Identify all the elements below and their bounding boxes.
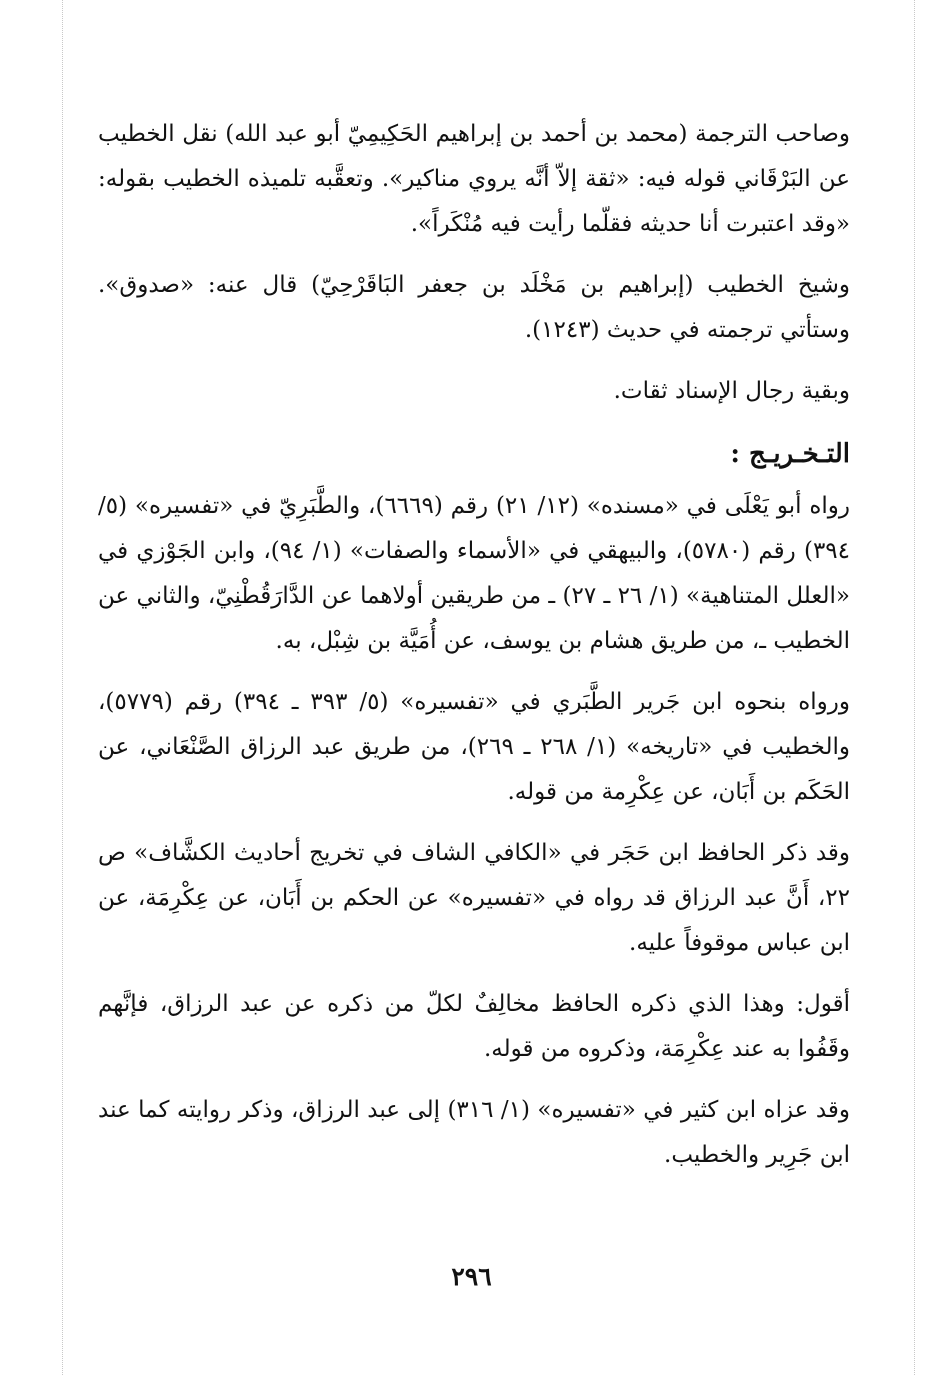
scan-edge-line-right <box>914 0 915 1375</box>
takhrij-heading: التـخـريـج : <box>730 439 850 469</box>
takhrij-paragraph-1: رواه أبو يَعْلَى في «مسنده» (١٢/ ٢١) رقم (٦٦٦٩)، والطَّبَرِيّ في «تفسيره» (٥/ ٣٩٤) رقم (٥٧٨٠)، والبيهقي في «الأسماء والصفات» (١/ ٩٤)، وابن الجَوْزي في «العلل المتناهية» (١/ ٢٦ ـ ٢٧) ـ من طريقين أولاهما عن الدَّارَقُطْنِيّ، والثاني عن الخطيب ـ، من طريق هشام بن يوسف، عن أُمَيَّة بن شِبْل، به. <box>98 493 851 654</box>
narrator-paragraph-rest: وبقية رجال الإسناد ثقات. <box>613 378 850 404</box>
page-body <box>98 112 850 1194</box>
narrator-paragraph-baqarhi: وشيخ الخطيب (إبراهيم بن مَخْلَد بن جعفر البَاقَرْحِيّ) قال عنه: «صدوق». وستأتي ترجمته في حديث (١٢٤٣). <box>98 272 850 343</box>
takhrij-paragraph-5: وقد عزاه ابن كثير في «تفسيره» (١/ ٣١٦) إلى عبد الرزاق، وذكر روايته كما عند ابن جَرِير والخطيب. <box>98 1097 850 1168</box>
scan-edge-line-left <box>62 0 63 1375</box>
narrator-paragraph-hakimi: وصاحب الترجمة (محمد بن أحمد بن إبراهيم الحَكِيمِيّ أبو عبد الله) نقل الخطيب عن البَرْقَاني قوله فيه: «ثقة إلاّ أنَّه يروي مناكير». وتعقَّبه تلميذه الخطيب بقوله: «وقد اعتبرت أنا حديثه فقلّما رأيت فيه مُنْكَراً». <box>98 121 850 237</box>
page-number: ٢٩٦ <box>451 1262 492 1291</box>
takhrij-paragraph-3: وقد ذكر الحافظ ابن حَجَر في «الكافي الشاف في تخريج أحاديث الكشَّاف» ص ٢٢، أَنَّ عبد الرزاق قد رواه في «تفسيره» عن الحكم بن أَبَان، عن عِكْرِمَة، عن ابن عباس موقوفاً عليه. <box>98 840 850 956</box>
takhrij-paragraph-2: ورواه بنحوه ابن جَرير الطَّبَري في «تفسيره» (٥/ ٣٩٣ ـ ٣٩٤) رقم (٥٧٧٩)، والخطيب في «تاريخه» (١/ ٢٦٨ ـ ٢٦٩)، من طريق عبد الرزاق الصَّنْعَاني، عن الحَكَم بن أَبَان، عن عِكْرِمة من قوله. <box>98 689 850 805</box>
takhrij-paragraph-4: أقول: وهذا الذي ذكره الحافظ مخالِفٌ لكلّ من ذكره عن عبد الرزاق، فإنَّهم وقَفُوا به عند عِكْرِمَة، وذكروه من قوله. <box>98 991 850 1062</box>
